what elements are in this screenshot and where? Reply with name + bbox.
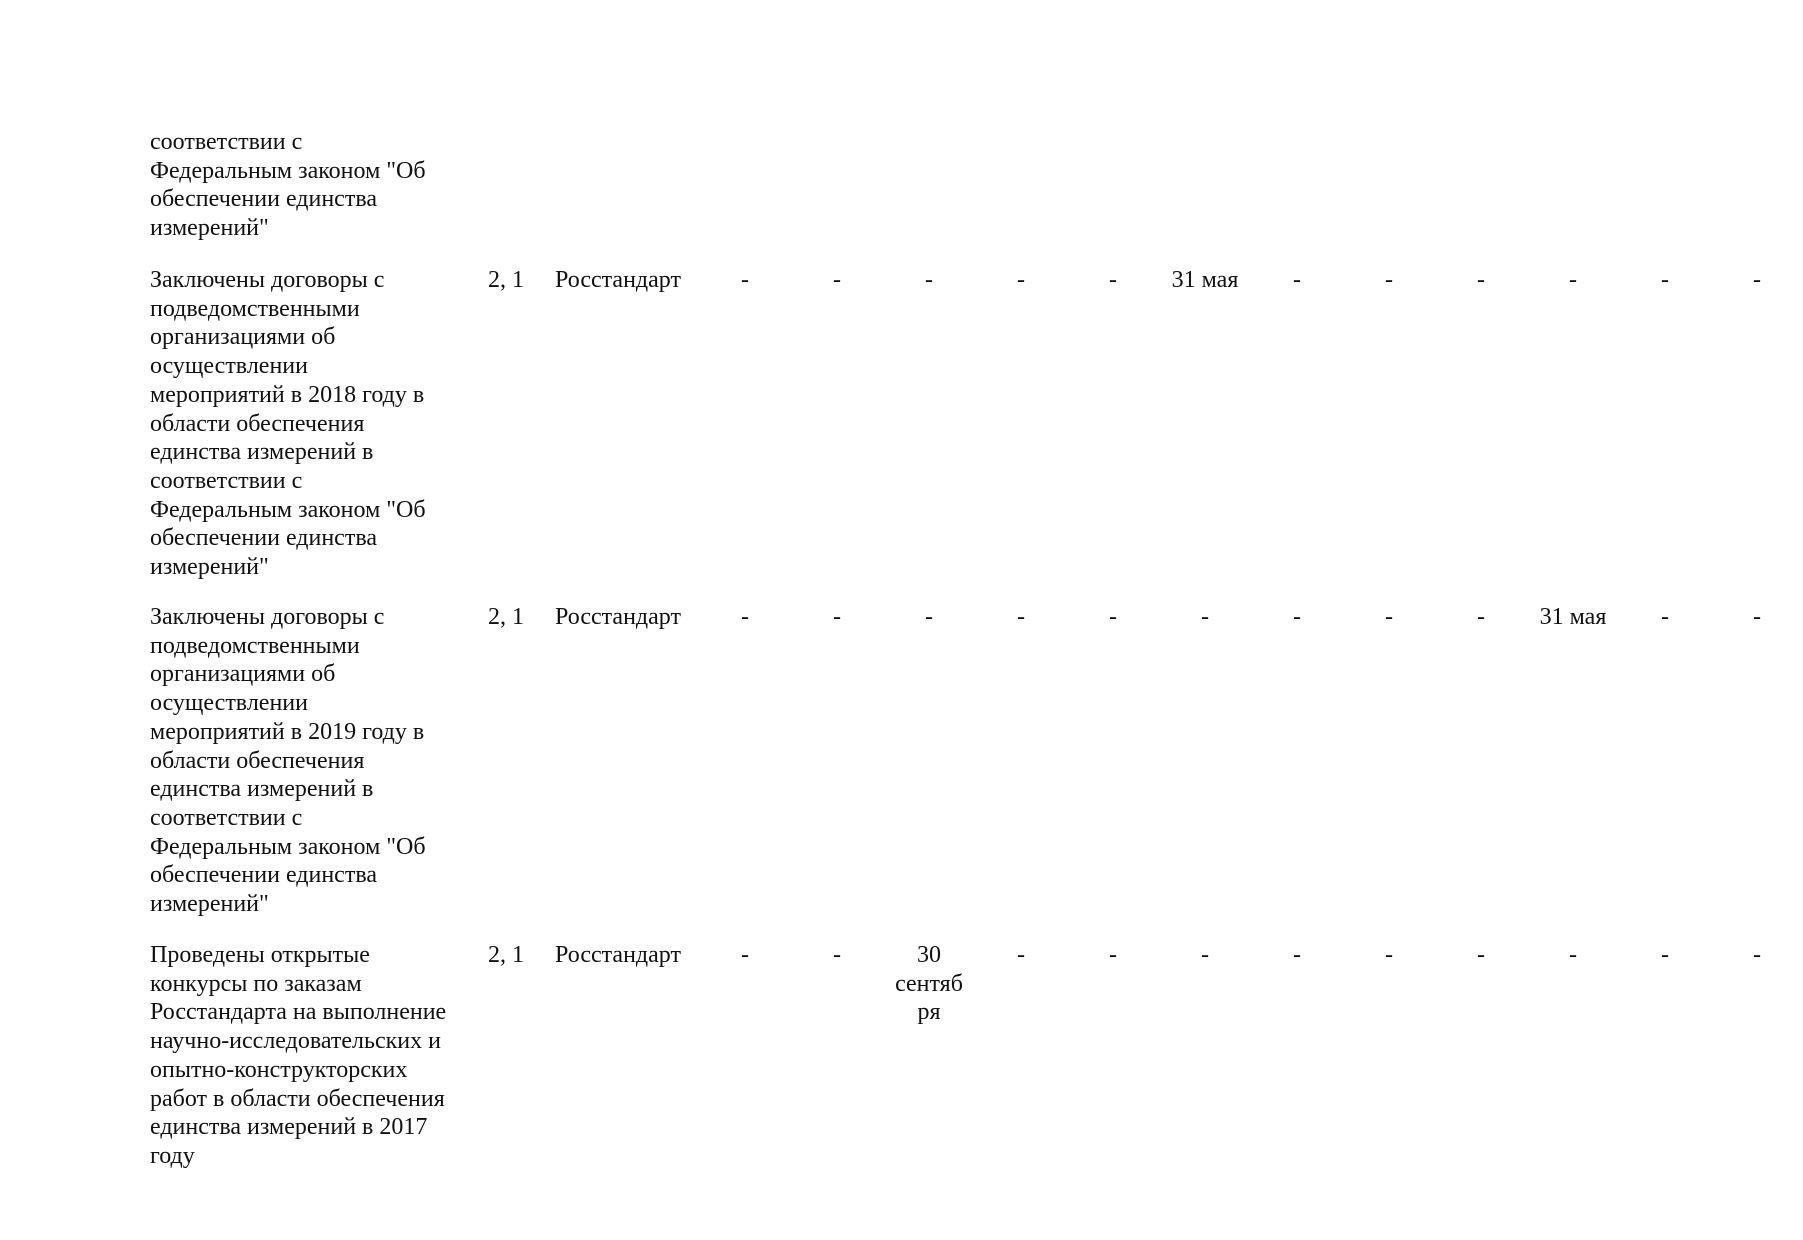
period-cell: - xyxy=(833,604,841,630)
period-cell: 31 мая xyxy=(1171,267,1239,293)
period-cell: - xyxy=(1569,267,1577,293)
period-cell: - xyxy=(1109,604,1117,630)
row-reference: 2, 1 xyxy=(488,942,524,968)
period-cell: 30 сентяб ря xyxy=(895,942,963,1026)
period-cell: - xyxy=(1661,942,1669,968)
period-cell: - xyxy=(741,604,749,630)
period-cell: - xyxy=(1477,267,1485,293)
row-description: Заключены договоры с подведомственными организациями об осуществлении мероприятий в 2018 году в области обеспечения единства измерений в соответствии с Федеральным законом "Об обеспечении единства измерений" xyxy=(150,267,426,581)
period-cell: - xyxy=(1477,942,1485,968)
period-cell: - xyxy=(1201,942,1209,968)
row-description: Заключены договоры с подведомственными организациями об осуществлении мероприятий в 2019 году в области обеспечения единства измерений в соответствии с Федеральным законом "Об обеспечении единства измерений" xyxy=(150,604,426,918)
period-cell: 31 мая xyxy=(1539,604,1607,630)
period-cell: - xyxy=(1017,267,1025,293)
row-executor: Росстандарт xyxy=(555,604,681,630)
row-reference: 2, 1 xyxy=(488,604,524,630)
period-cell: - xyxy=(1293,942,1301,968)
row-reference: 2, 1 xyxy=(488,267,524,293)
period-cell: - xyxy=(1385,267,1393,293)
period-cell: - xyxy=(1477,604,1485,630)
period-cell: - xyxy=(833,267,841,293)
period-cell: - xyxy=(1661,267,1669,293)
period-cell: - xyxy=(925,267,933,293)
row-executor: Росстандарт xyxy=(555,942,681,968)
period-cell: - xyxy=(925,604,933,630)
row-executor: Росстандарт xyxy=(555,267,681,293)
period-cell: - xyxy=(1753,604,1761,630)
period-cell: - xyxy=(1753,267,1761,293)
period-cell: - xyxy=(1293,604,1301,630)
period-cell: - xyxy=(1569,942,1577,968)
period-cell: - xyxy=(1109,942,1117,968)
period-cell: - xyxy=(1109,267,1117,293)
period-cell: - xyxy=(1201,604,1209,630)
continued-description-fragment: соответствии с Федеральным законом "Об обеспечении единства измерений" xyxy=(150,129,426,242)
period-cell: - xyxy=(833,942,841,968)
period-cell: - xyxy=(1385,942,1393,968)
period-cell: - xyxy=(741,942,749,968)
row-description: Проведены открытые конкурсы по заказам Росстандарта на выполнение научно-исследовательских и опытно-конструкторских работ в области обеспечения единства измерений в 2017 году xyxy=(150,942,447,1169)
period-cell: - xyxy=(1661,604,1669,630)
period-cell: - xyxy=(1385,604,1393,630)
period-cell: - xyxy=(1293,267,1301,293)
period-cell: - xyxy=(1753,942,1761,968)
period-cell: - xyxy=(1017,942,1025,968)
period-cell: - xyxy=(1017,604,1025,630)
period-cell: - xyxy=(741,267,749,293)
